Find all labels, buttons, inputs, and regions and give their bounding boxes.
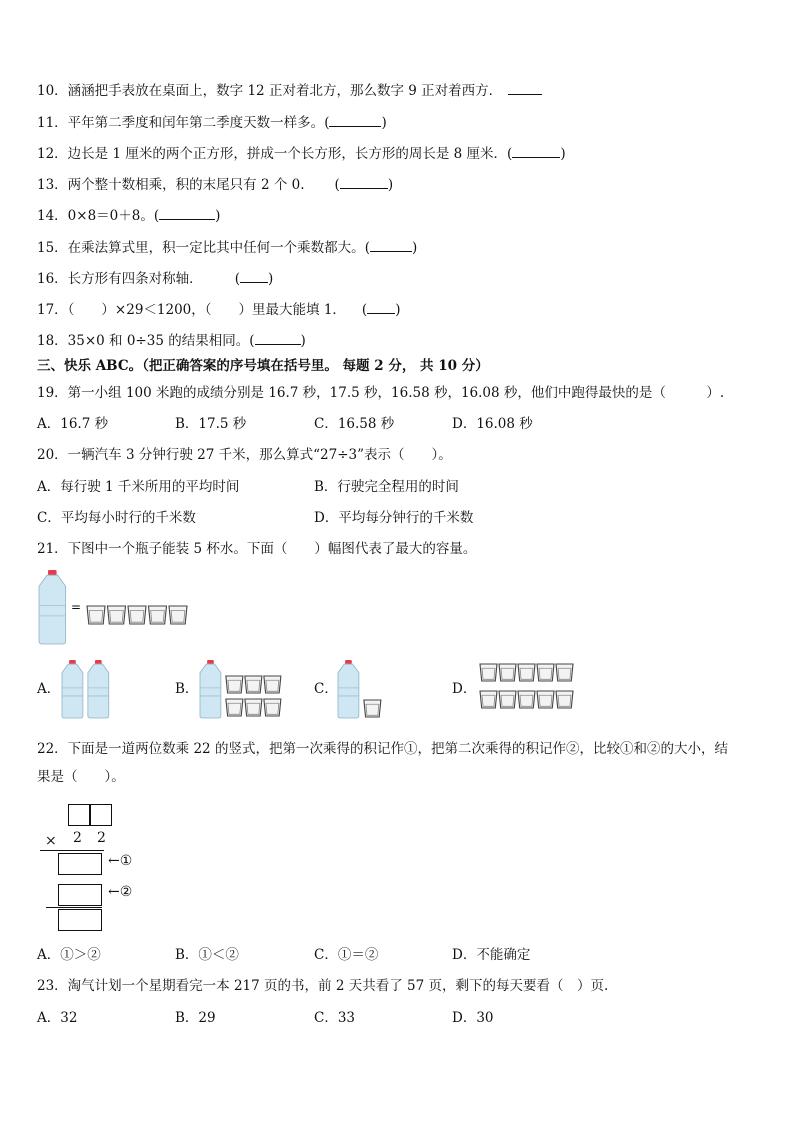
option-c[interactable]: C．平均每小时行的千米数 xyxy=(37,510,196,526)
option-d[interactable]: D．不能确定 xyxy=(452,947,531,963)
section-3-title: 三、快乐 ABC。（把正确答案的序号填在括号里。 每题 2 分， 共 10 分） xyxy=(37,358,489,374)
option-c[interactable]: C．16.58 秒 xyxy=(314,416,395,432)
question-14 xyxy=(37,207,220,225)
answer-blank[interactable] xyxy=(159,207,215,220)
multiplier-digit-ones: 2 xyxy=(97,830,106,846)
paren-open: ( xyxy=(234,271,240,287)
paren-close: ) xyxy=(267,271,274,287)
question-16 xyxy=(37,270,273,288)
water-bottle-icon xyxy=(62,660,83,718)
water-cup-icon xyxy=(264,699,281,716)
final-product-box[interactable] xyxy=(58,909,102,931)
question-18-text: 18．35×0 和 0÷35 的结果相同。 xyxy=(37,333,250,349)
option-c-picture xyxy=(336,660,396,720)
question-11 xyxy=(37,114,387,132)
option-a[interactable]: A． xyxy=(37,681,61,697)
capacity-picture-svg xyxy=(198,660,288,720)
question-20-text: 20．一辆汽车 3 分钟行驶 27 千米，那么算式“27÷3”表示（ ）。 xyxy=(37,447,452,463)
option-d[interactable]: D． xyxy=(452,681,477,697)
rule-line xyxy=(46,907,102,908)
digit-box-1[interactable] xyxy=(68,804,90,826)
mark-1: ←① xyxy=(108,853,133,869)
water-cup-icon xyxy=(537,664,554,681)
water-cup-icon xyxy=(87,606,105,624)
question-13 xyxy=(37,176,393,194)
option-a[interactable]: A．16.7 秒 xyxy=(37,416,109,432)
paren-close: ) xyxy=(411,240,418,256)
question-10 xyxy=(37,82,542,100)
equals-sign: = xyxy=(71,600,82,614)
option-b[interactable]: B．29 xyxy=(175,1010,216,1026)
water-cup-icon xyxy=(264,676,281,693)
option-d[interactable]: D．30 xyxy=(452,1010,494,1026)
water-cup-icon xyxy=(169,606,187,624)
water-cup-icon xyxy=(499,691,516,708)
answer-blank[interactable] xyxy=(508,82,542,95)
question-15 xyxy=(37,239,417,257)
paren-close: ) xyxy=(300,333,306,349)
paren-open: ( xyxy=(364,240,370,256)
water-cup-icon xyxy=(149,606,167,624)
paren-open: ( xyxy=(507,146,513,162)
option-d[interactable]: D．16.08 秒 xyxy=(452,416,533,432)
paren-open: ( xyxy=(324,115,330,131)
capacity-picture-svg xyxy=(37,570,197,646)
water-cup-icon xyxy=(499,664,516,681)
capacity-picture-svg xyxy=(478,662,578,718)
question-11-text: 11．平年第二季度和闰年第二季度天数一样多。 xyxy=(37,115,325,131)
answer-blank[interactable] xyxy=(370,239,412,252)
option-d-picture xyxy=(478,662,578,718)
paren-open: ( xyxy=(361,302,368,318)
paren-close: ) xyxy=(387,177,394,193)
water-cup-icon xyxy=(226,676,243,693)
option-c[interactable]: C． xyxy=(314,681,338,697)
option-c[interactable]: C．33 xyxy=(314,1010,356,1026)
water-cup-icon xyxy=(480,691,497,708)
water-cup-icon xyxy=(556,664,573,681)
option-b[interactable]: B．①＜② xyxy=(175,947,239,963)
option-b[interactable]: B． xyxy=(175,681,199,697)
water-bottle-icon xyxy=(88,660,109,718)
rule-line xyxy=(40,850,104,851)
option-c[interactable]: C．①＝② xyxy=(314,947,379,963)
question-19-text: 19．第一小组 100 米跑的成绩分别是 16.7 秒，17.5 秒，16.58 秒，16.08 秒，他们中跑得最快的是（ ）. xyxy=(37,385,725,401)
question-22-text: 22．下面是一道两位数乘 22 的竖式，把第一次乘得的积记作①，把第二次乘得的积记作②，比较①和②的大小，结 xyxy=(37,741,728,757)
answer-blank[interactable] xyxy=(329,114,381,127)
question-17-text: 17．（ ）×29＜1200，（ ）里最大能填 1． xyxy=(37,302,346,318)
water-cup-icon xyxy=(518,664,535,681)
question-23-text: 23．淘气计划一个星期看完一本 217 页的书，前 2 天共看了 57 页，剩下的每天要看（ ）页. xyxy=(37,978,609,994)
question-13-text: 13．两个整十数相乘，积的末尾只有 2 个 0. xyxy=(37,177,305,193)
water-cup-icon xyxy=(128,606,146,624)
water-cup-icon xyxy=(556,691,573,708)
capacity-reference xyxy=(37,570,197,646)
water-cup-icon xyxy=(108,606,126,624)
water-cup-icon xyxy=(480,664,497,681)
question-21-text: 21．下图中一个瓶子能装 5 杯水。下面（ ）幅图代表了最大的容量。 xyxy=(37,541,477,557)
mark-2: ←② xyxy=(108,884,133,900)
option-a[interactable]: A．32 xyxy=(37,1010,78,1026)
paren-open: ( xyxy=(153,208,160,224)
answer-blank[interactable] xyxy=(512,145,560,158)
product-box-1[interactable] xyxy=(58,853,102,875)
answer-blank[interactable] xyxy=(367,301,395,314)
question-16-text: 16．长方形有四条对称轴． xyxy=(37,271,203,287)
answer-blank[interactable] xyxy=(340,176,388,189)
question-14-text: 14．0×8＝0＋8。 xyxy=(37,208,154,224)
product-box-2[interactable] xyxy=(58,884,102,906)
water-cup-icon xyxy=(537,691,554,708)
paren-close: ) xyxy=(381,115,387,131)
multiplier-digit-tens: 2 xyxy=(73,830,82,846)
option-b[interactable]: B．17.5 秒 xyxy=(175,416,247,432)
question-18 xyxy=(37,332,306,350)
question-12-text: 12．边长是 1 厘米的两个正方形，拼成一个长方形，长方形的周长是 8 厘米． xyxy=(37,146,508,162)
question-15-text: 15．在乘法算式里，积一定比其中任何一个乘数都大。 xyxy=(37,240,365,256)
question-17 xyxy=(37,301,400,319)
water-cup-icon xyxy=(245,699,262,716)
paren-close: ) xyxy=(215,208,221,224)
question-22-text-cont: 果是（ ）。 xyxy=(37,769,125,785)
option-a[interactable]: A．①＞② xyxy=(37,947,101,963)
option-b[interactable]: B．行驶完全程用的时间 xyxy=(314,479,459,495)
answer-blank[interactable] xyxy=(240,270,268,283)
option-a-picture xyxy=(60,660,120,720)
question-10-text: 10．涵涵把手表放在桌面上，数字 12 正对着北方，那么数字 9 正对着西方． xyxy=(37,83,503,99)
paren-open: ( xyxy=(334,177,340,193)
option-a[interactable]: A．每行驶 1 千米所用的平均时间 xyxy=(37,479,240,495)
water-cup-icon xyxy=(518,691,535,708)
question-12 xyxy=(37,145,566,163)
water-bottle-icon xyxy=(39,570,66,644)
water-cup-icon xyxy=(226,699,243,716)
answer-blank[interactable] xyxy=(255,332,301,345)
capacity-picture-svg xyxy=(336,660,396,720)
vertical-multiplication xyxy=(40,800,180,940)
water-bottle-icon xyxy=(200,660,221,718)
option-b-picture xyxy=(198,660,288,720)
paren-close: ) xyxy=(560,146,566,162)
times-sign: × xyxy=(45,833,57,849)
capacity-picture-svg xyxy=(60,660,120,720)
water-cup-icon xyxy=(364,700,381,717)
option-d[interactable]: D．平均每分钟行的千米数 xyxy=(314,510,474,526)
paren-close: ) xyxy=(395,302,401,318)
water-cup-icon xyxy=(245,676,262,693)
paren-open: ( xyxy=(249,333,255,349)
digit-box-2[interactable] xyxy=(90,804,112,826)
water-bottle-icon xyxy=(338,660,359,718)
